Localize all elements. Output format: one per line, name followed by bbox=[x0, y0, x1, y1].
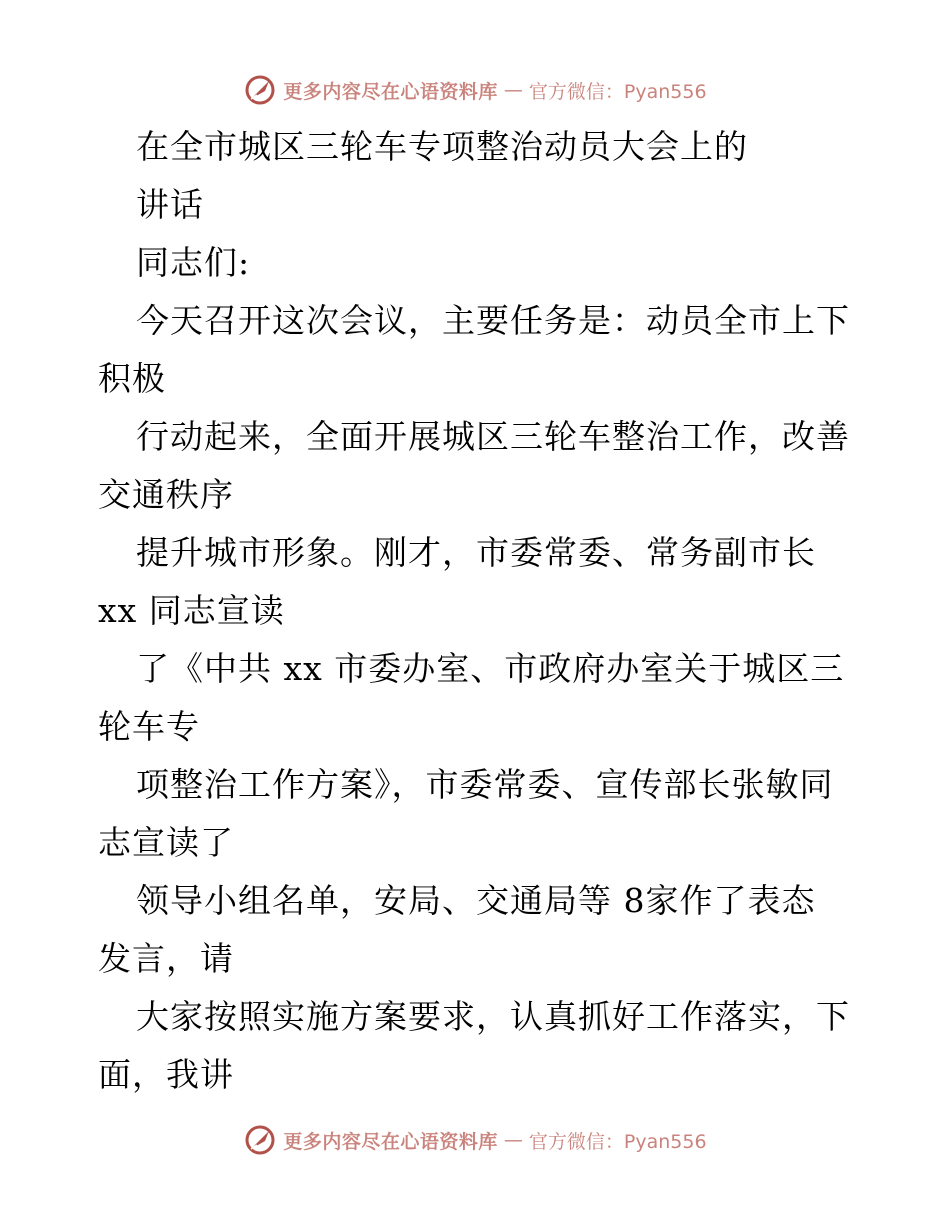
document-line: 了《中共 xx 市委办室、市政府办室关于城区三 bbox=[136, 649, 845, 688]
quill-logo-icon bbox=[243, 1123, 277, 1157]
document-line: 领导小组名单，安局、交通局等 8家作了表态 bbox=[136, 881, 816, 920]
document-line: 发言，请 bbox=[98, 939, 234, 978]
header-watermark bbox=[0, 70, 950, 110]
watermark-dash: — bbox=[503, 79, 523, 101]
document-body bbox=[98, 118, 858, 1104]
watermark-text: 更多内容尽在心语资料库 bbox=[283, 80, 498, 103]
document-line: 大家按照实施方案要求，认真抓好工作落实，下 bbox=[136, 997, 850, 1036]
watermark-dash: — bbox=[503, 1129, 523, 1151]
watermark-text: 更多内容尽在心语资料库 bbox=[283, 1130, 498, 1153]
document-line: 行动起来，全面开展城区三轮车整治工作，改善 bbox=[136, 417, 850, 456]
quill-logo-icon bbox=[243, 73, 277, 107]
document-line: xx 同志宣读 bbox=[98, 591, 285, 630]
document-line: 项整治工作方案》，市委常委、宣传部长张敏同 bbox=[136, 765, 834, 804]
document-line: 同志们: bbox=[136, 243, 251, 282]
document-line: 提升城市形象。刚才，市委常委、常务副市长 bbox=[136, 533, 816, 572]
document-line: 积极 bbox=[98, 359, 166, 398]
document-line: 讲话 bbox=[136, 185, 204, 224]
document-line: 轮车专 bbox=[98, 707, 200, 746]
document-line: 今天召开这次会议，主要任务是：动员全市上下 bbox=[136, 301, 850, 340]
document-line: 面，我讲 bbox=[98, 1055, 234, 1094]
watermark-wechat: 官方微信：Pyan556 bbox=[528, 1130, 707, 1153]
document-line: 志宣读了 bbox=[98, 823, 234, 862]
document-line: 交通秩序 bbox=[98, 475, 234, 514]
watermark-wechat: 官方微信：Pyan556 bbox=[528, 80, 707, 103]
footer-watermark bbox=[0, 1120, 950, 1160]
document-line: 在全市城区三轮车专项整治动员大会上的 bbox=[136, 127, 748, 166]
